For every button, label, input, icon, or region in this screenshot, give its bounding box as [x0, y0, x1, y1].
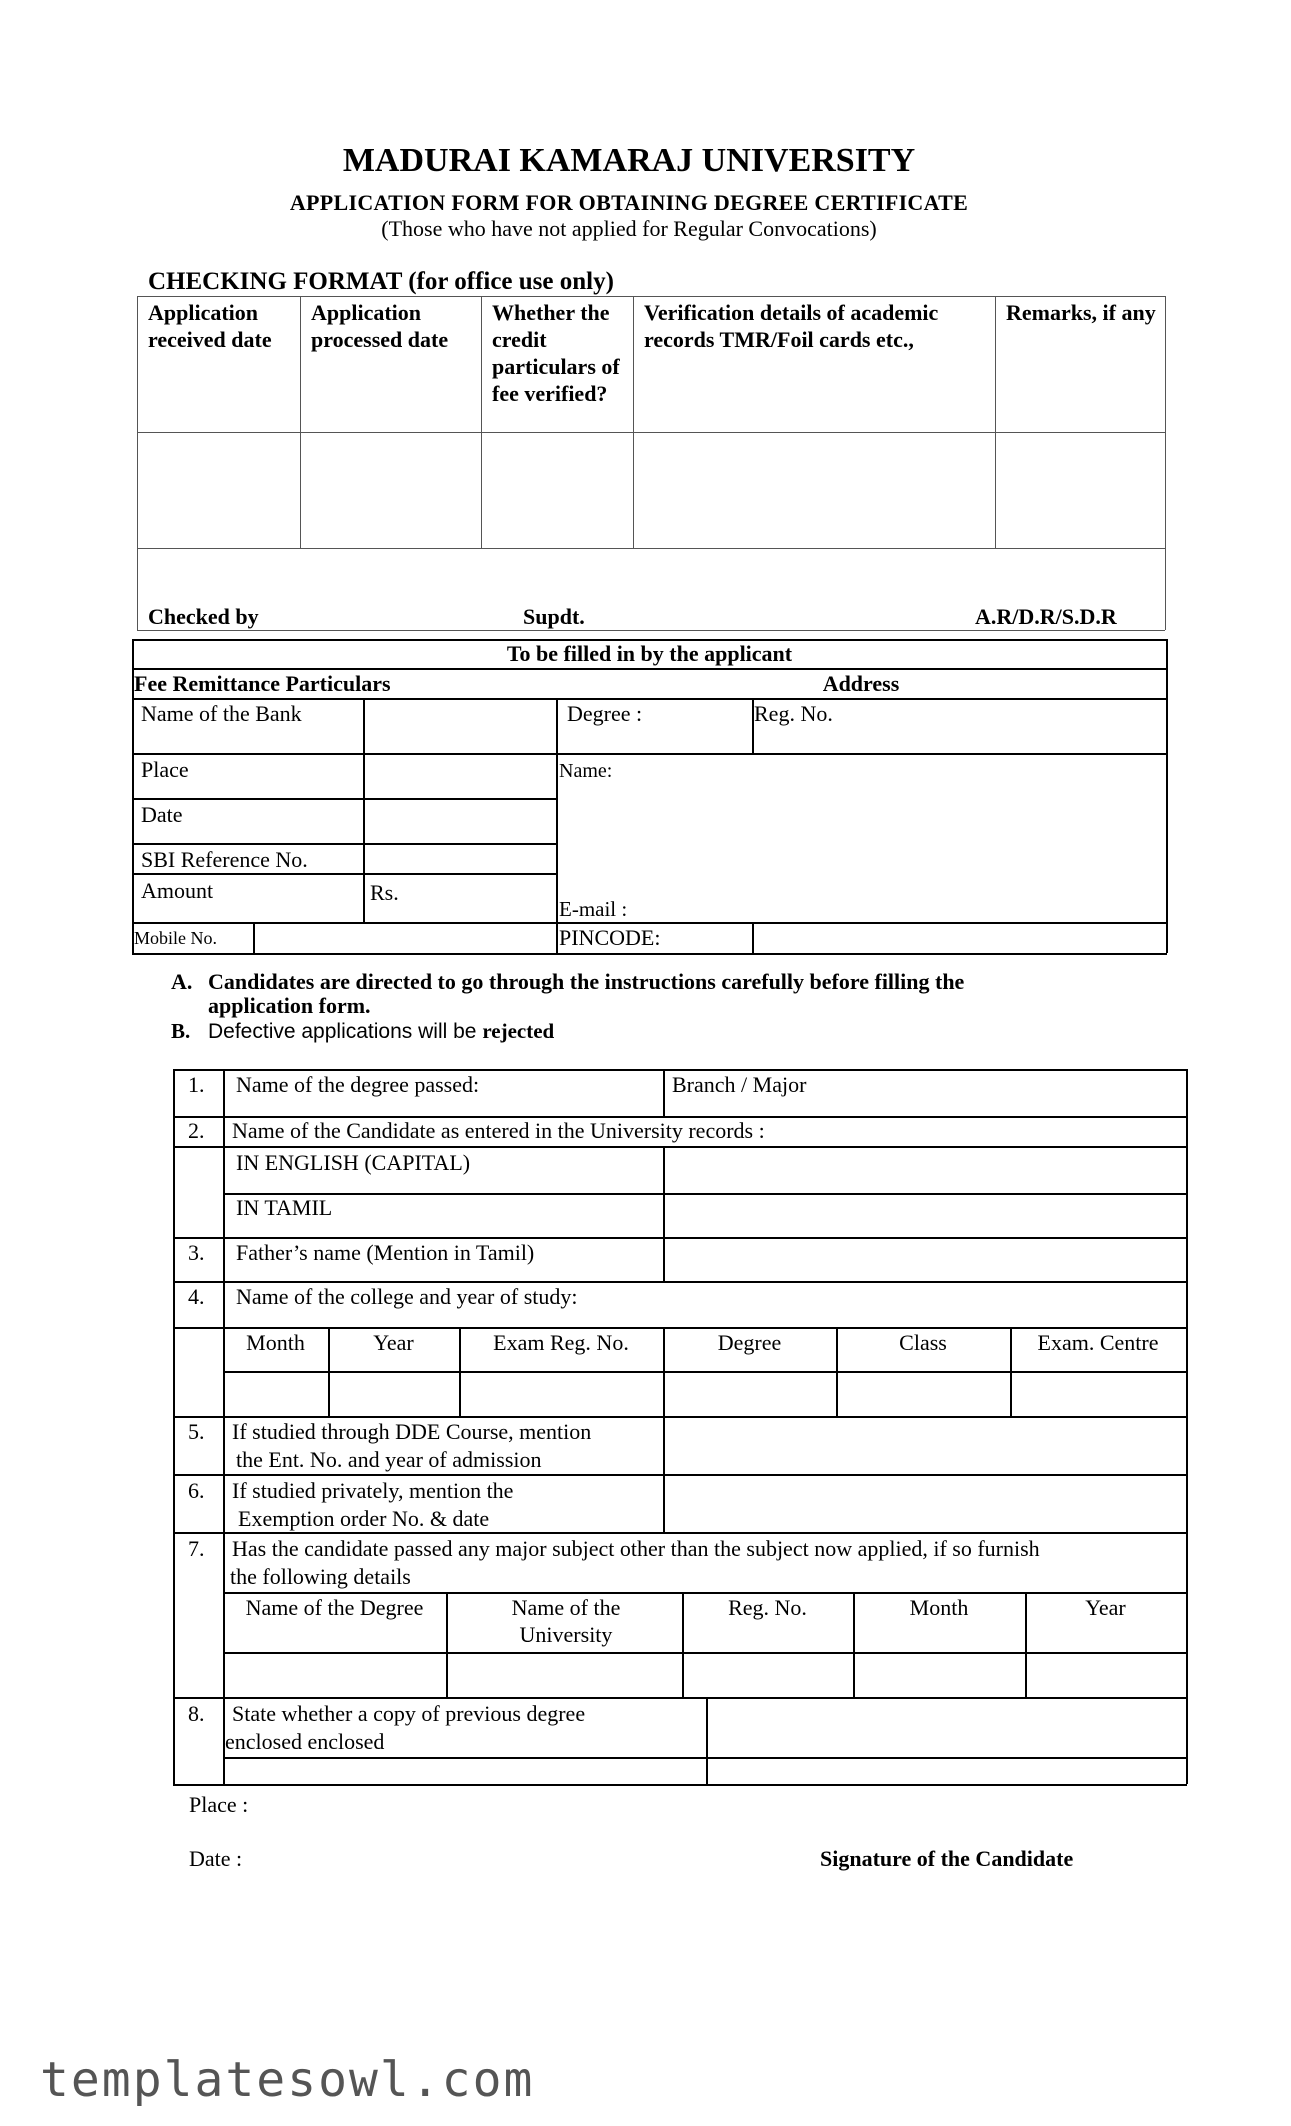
q7-col-degree: Name of the Degree [245, 1595, 424, 1620]
date-label: Date [141, 802, 183, 827]
q1-label: Name of the degree passed: [236, 1072, 480, 1097]
q4-number: 4. [188, 1284, 205, 1309]
email-label: E-mail : [559, 897, 628, 921]
q4-class-field[interactable] [840, 1374, 1011, 1414]
q4-col-exam-reg-no: Exam Reg. No. [493, 1330, 629, 1355]
q7-university-field[interactable] [450, 1655, 683, 1695]
instruction-a-line1: Candidates are directed to go through the instructions carefully before filling the [208, 969, 965, 994]
mobile-field[interactable] [258, 925, 554, 951]
q7-line1: Has the candidate passed any major subject other than the subject now applied, if so furnish [232, 1536, 1040, 1561]
place-field[interactable] [368, 758, 554, 796]
sbi-ref-label: SBI Reference No. [141, 847, 308, 872]
name-label: Name: [559, 760, 613, 782]
q7-col-month: Month [909, 1595, 969, 1620]
q2-number: 2. [188, 1118, 205, 1143]
q7-col-reg-no: Reg. No. [728, 1595, 807, 1620]
watermark: templatesowl.com [40, 2052, 535, 2108]
branch-major-field[interactable] [895, 1072, 1184, 1114]
col-verification-details: Verification details of academic records TMR/Foil cards etc., [644, 300, 939, 352]
rs-label: Rs. [370, 880, 399, 905]
q4-label: Name of the college and year of study: [236, 1284, 578, 1309]
instruction-a-line2: application form. [208, 993, 371, 1018]
ardr-label: A.R/D.R/S.D.R [975, 604, 1117, 629]
university-title: MADURAI KAMARAJ UNIVERSITY [342, 142, 916, 179]
instruction-a-marker: A. [171, 969, 193, 994]
q7-col-university: Name of the University [511, 1595, 621, 1647]
q7-number: 7. [188, 1536, 205, 1561]
q4-year-field[interactable] [332, 1374, 460, 1414]
q1-number: 1. [188, 1072, 205, 1097]
bank-label: Name of the Bank [141, 701, 302, 726]
address-heading: Address [822, 671, 900, 696]
q4-degree-field[interactable] [667, 1374, 837, 1414]
q7-year-field[interactable] [1029, 1655, 1187, 1695]
q4-exam-reg-no-field[interactable] [463, 1374, 664, 1414]
q8-number: 8. [188, 1701, 205, 1726]
q5-number: 5. [188, 1419, 205, 1444]
q4-month-field[interactable] [227, 1374, 329, 1414]
supdt-label: Supdt. [523, 604, 585, 629]
date-footer-label: Date : [189, 1846, 243, 1871]
sbi-reference-field[interactable] [368, 846, 554, 872]
q3-number: 3. [188, 1240, 205, 1265]
place-footer-label: Place : [189, 1792, 249, 1817]
bank-name-field[interactable] [368, 702, 554, 750]
q2-english-label: IN ENGLISH (CAPITAL) [236, 1150, 471, 1175]
q7-col-year: Year [1085, 1595, 1126, 1620]
col-remarks: Remarks, if any [1006, 300, 1156, 325]
instruction-b-marker: B. [171, 1019, 191, 1043]
q7-month-field[interactable] [857, 1655, 1026, 1695]
q3-label: Father’s name (Mention in Tamil) [236, 1240, 535, 1265]
amount-label: Amount [141, 878, 214, 903]
q5-line1: If studied through DDE Course, mention [232, 1419, 592, 1444]
checking-heading: CHECKING FORMAT (for office use only) [148, 268, 614, 295]
q8-enclosed-field[interactable] [711, 1700, 1184, 1756]
instruction-b-text: Defective applications will be [208, 1020, 477, 1043]
mobile-label: Mobile No. [134, 928, 217, 948]
reg-no-label: Reg. No. [754, 701, 833, 726]
place-label: Place [141, 757, 189, 782]
q8-line2: enclosed enclosed [225, 1729, 385, 1754]
checked-by-label: Checked by [148, 604, 259, 629]
q4-col-class: Class [899, 1330, 947, 1355]
signature-label: Signature of the Candidate [820, 1846, 1074, 1871]
q7-degree-field[interactable] [227, 1655, 447, 1695]
form-title: APPLICATION FORM FOR OBTAINING DEGREE CERTIFICATE [289, 190, 969, 215]
form-note: (Those who have not applied for Regular Convocations) [381, 216, 877, 241]
father-name-field[interactable] [668, 1240, 1184, 1280]
dde-ent-no-field[interactable] [668, 1419, 1184, 1473]
q6-number: 6. [188, 1478, 205, 1503]
fee-remittance-heading: Fee Remittance Particulars [134, 671, 391, 696]
pincode-label: PINCODE: [559, 925, 661, 950]
q1-branch-label: Branch / Major [672, 1072, 807, 1097]
amount-field[interactable] [410, 877, 554, 919]
q7-reg-no-field[interactable] [686, 1655, 854, 1695]
q4-col-degree: Degree [717, 1330, 782, 1355]
exemption-order-field[interactable] [668, 1478, 1184, 1530]
applicant-heading: To be filled in by the applicant [506, 641, 793, 666]
q5-line2: the Ent. No. and year of admission [236, 1447, 542, 1472]
candidate-name-tamil-field[interactable] [668, 1196, 1184, 1236]
col-fee-verified: Whether the credit particulars of fee verified? [492, 300, 620, 406]
q8-line1: State whether a copy of previous degree [232, 1701, 586, 1726]
q6-line1: If studied privately, mention the [232, 1478, 514, 1503]
q2-label: Name of the Candidate as entered in the University records : [232, 1118, 765, 1143]
col-application-received-date: Application received date [148, 300, 272, 352]
instruction-b-rejected: rejected [482, 1019, 555, 1043]
q6-line2: Exemption order No. & date [238, 1506, 490, 1531]
q4-col-month: Month [246, 1330, 305, 1355]
q4-col-exam-centre: Exam. Centre [1037, 1330, 1159, 1355]
q7-line2: the following details [230, 1564, 411, 1589]
q4-exam-centre-field[interactable] [1014, 1374, 1187, 1414]
date-field[interactable] [368, 802, 554, 840]
candidate-name-english-field[interactable] [668, 1149, 1184, 1191]
pincode-field[interactable] [757, 925, 1165, 951]
q4-col-year: Year [373, 1330, 414, 1355]
q2-tamil-label: IN TAMIL [236, 1195, 333, 1220]
degree-label: Degree : [567, 701, 643, 726]
col-application-processed-date: Application processed date [311, 300, 449, 352]
